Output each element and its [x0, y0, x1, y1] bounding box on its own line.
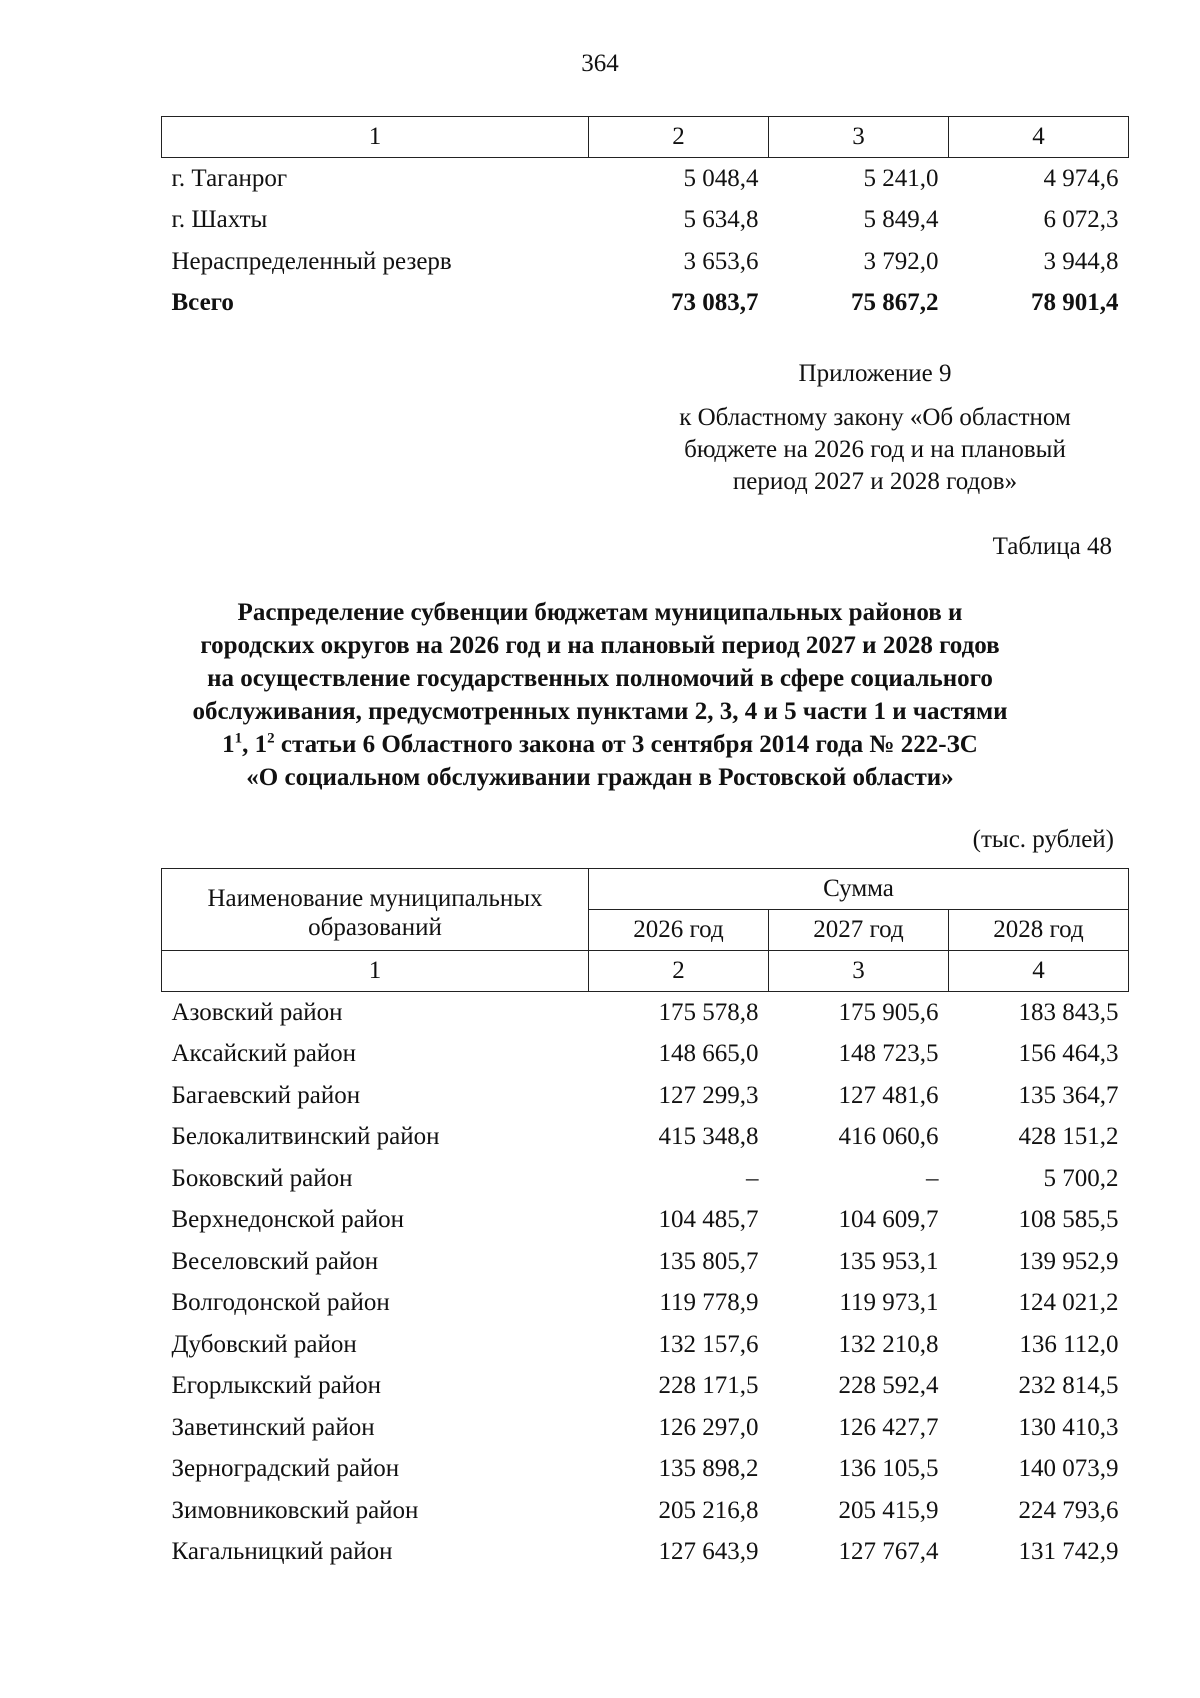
row-value-2027: 228 592,4	[838, 1372, 939, 1400]
table-row	[162, 1532, 1129, 1574]
column-number-cell: 2	[589, 117, 769, 158]
title-line	[140, 728, 1060, 761]
row-value-2027: –	[926, 1164, 939, 1192]
header-year-cell: 2028 год	[949, 910, 1129, 951]
row-value-2028: 156 464,3	[1018, 1040, 1119, 1068]
appendix-line: бюджете на 2026 год и на плановый	[684, 436, 1066, 463]
top-table	[161, 116, 1129, 324]
total-row	[162, 283, 1129, 325]
row-value-2028: 232 814,5	[1018, 1372, 1119, 1400]
table-row	[162, 1200, 1129, 1242]
title-line: Распределение субвенции бюджетам муниципальных районов и	[237, 599, 963, 626]
page-number: 364	[581, 50, 619, 77]
title-text: 1	[222, 731, 235, 758]
table-row	[162, 1241, 1129, 1283]
row-value-2027: 5 241,0	[863, 164, 939, 192]
row-value-2026: 415 348,8	[658, 1123, 759, 1151]
row-value-2026: 119 778,9	[659, 1289, 759, 1317]
row-value-2028: 131 742,9	[1018, 1538, 1119, 1566]
superscript: 2	[267, 730, 275, 747]
appendix-line: период 2027 и 2028 годов»	[732, 468, 1018, 495]
title-text: , 1	[242, 731, 268, 758]
row-value-2026: 126 297,0	[658, 1413, 759, 1441]
appendix-title: Приложение 9	[798, 360, 952, 387]
header-sum-cell: Сумма	[589, 869, 1129, 910]
row-name-cell: Багаевский район	[171, 1081, 361, 1109]
row-value-2026: 127 643,9	[658, 1538, 759, 1566]
row-value-2026: 5 634,8	[683, 206, 759, 234]
table-row	[162, 1283, 1129, 1325]
row-value-2027: 136 105,5	[838, 1455, 939, 1483]
row-value-2027: 119 973,1	[839, 1289, 939, 1317]
document-title	[140, 596, 1060, 794]
table-row	[162, 1075, 1129, 1117]
table-row	[162, 1490, 1129, 1532]
total-2026: 73 083,7	[671, 289, 759, 317]
table-number: Таблица 48	[992, 533, 1112, 560]
row-value-2027: 205 415,9	[838, 1496, 939, 1524]
row-value-2026: 135 898,2	[658, 1455, 759, 1483]
row-value-2028: 139 952,9	[1018, 1247, 1119, 1275]
total-2027: 75 867,2	[851, 289, 939, 317]
column-number-cell: 1	[162, 951, 589, 992]
column-number-cell: 3	[769, 117, 949, 158]
table-row	[162, 241, 1129, 283]
row-value-2026: 132 157,6	[658, 1330, 759, 1358]
title-line: на осуществление государственных полномочий в сфере социального	[207, 665, 993, 692]
total-label: Всего	[171, 289, 234, 317]
table-row	[162, 1117, 1129, 1159]
row-value-2026: 127 299,3	[658, 1081, 759, 1109]
column-number-cell: 3	[769, 951, 949, 992]
main-table-colnum-row	[162, 951, 1129, 992]
row-value-2028: 124 021,2	[1018, 1289, 1119, 1317]
superscript: 1	[234, 730, 243, 747]
row-value-2026: 175 578,8	[658, 998, 759, 1026]
row-value-2027: 3 792,0	[863, 247, 939, 275]
header-year-cell: 2027 год	[769, 910, 949, 951]
row-value-2028: 6 072,3	[1043, 206, 1119, 234]
row-name-cell: Аксайский район	[171, 1040, 357, 1068]
row-name-cell: Кагальницкий район	[171, 1538, 393, 1566]
row-value-2026: 205 216,8	[658, 1496, 759, 1524]
table-row	[162, 992, 1129, 1034]
row-value-2027: 135 953,1	[838, 1247, 939, 1275]
row-value-2028: 140 073,9	[1018, 1455, 1119, 1483]
row-value-2026: 5 048,4	[683, 164, 759, 192]
title-text: статьи 6 Областного закона от 3 сентября 2014 года № 222-ЗС	[274, 731, 978, 758]
top-table-body	[162, 158, 1129, 283]
row-value-2028: 224 793,6	[1018, 1496, 1119, 1524]
row-name-cell: Азовский район	[171, 998, 343, 1026]
row-value-2026: 228 171,5	[658, 1372, 759, 1400]
row-name-cell: Белокалитвинский район	[171, 1123, 440, 1151]
total-2028: 78 901,4	[1031, 289, 1119, 317]
row-value-2027: 127 767,4	[838, 1538, 939, 1566]
table-row	[162, 158, 1129, 200]
table-row	[162, 1407, 1129, 1449]
row-name-cell: Нераспределенный резерв	[171, 247, 452, 275]
table-row	[162, 1449, 1129, 1491]
header-name-line: образований	[308, 914, 442, 941]
row-value-2027: 104 609,7	[838, 1206, 939, 1234]
row-value-2027: 175 905,6	[838, 998, 939, 1026]
row-name-cell: Верхнедонской район	[171, 1206, 404, 1234]
main-table-header-row	[162, 869, 1129, 910]
column-number-cell: 4	[949, 117, 1129, 158]
column-number-cell: 4	[949, 951, 1129, 992]
row-value-2028: 5 700,2	[1043, 1164, 1119, 1192]
table-row	[162, 1158, 1129, 1200]
row-value-2028: 135 364,7	[1018, 1081, 1119, 1109]
row-value-2026: 104 485,7	[658, 1206, 759, 1234]
row-name-cell: г. Таганрог	[171, 164, 288, 192]
top-table-header-row	[162, 117, 1129, 158]
row-name-cell: Волгодонской район	[171, 1289, 390, 1317]
row-value-2027: 132 210,8	[838, 1330, 939, 1358]
units-label: (тыс. рублей)	[972, 826, 1114, 853]
row-name-cell: Боковский район	[171, 1164, 353, 1192]
row-value-2026: –	[746, 1164, 759, 1192]
row-value-2027: 5 849,4	[863, 206, 939, 234]
row-name-cell: Зимовниковский район	[171, 1496, 419, 1524]
row-value-2026: 135 805,7	[658, 1247, 759, 1275]
column-number-cell: 1	[162, 117, 589, 158]
row-value-2027: 148 723,5	[838, 1040, 939, 1068]
column-number-cell: 2	[589, 951, 769, 992]
row-value-2028: 3 944,8	[1043, 247, 1119, 275]
row-value-2028: 130 410,3	[1018, 1413, 1119, 1441]
main-table-body	[162, 992, 1129, 1574]
row-value-2027: 416 060,6	[838, 1123, 939, 1151]
title-line: городских округов на 2026 год и на плановый период 2027 и 2028 годов	[200, 632, 1000, 659]
table-row	[162, 1034, 1129, 1076]
main-table	[161, 868, 1129, 1573]
appendix-line: к Областному закону «Об областном	[679, 404, 1071, 431]
row-value-2026: 3 653,6	[683, 247, 759, 275]
row-value-2027: 127 481,6	[838, 1081, 939, 1109]
row-value-2028: 428 151,2	[1018, 1123, 1119, 1151]
table-row	[162, 200, 1129, 242]
table-row	[162, 1366, 1129, 1408]
row-value-2026: 148 665,0	[658, 1040, 759, 1068]
row-name-cell: Веселовский район	[171, 1247, 379, 1275]
table-row	[162, 1324, 1129, 1366]
title-line: обслуживания, предусмотренных пунктами 2, 3, 4 и 5 части 1 и частями	[192, 698, 1008, 725]
title-line: «О социальном обслуживании граждан в Ростовской области»	[246, 764, 954, 791]
header-name-cell	[162, 869, 589, 951]
row-value-2028: 108 585,5	[1018, 1206, 1119, 1234]
row-value-2028: 4 974,6	[1043, 164, 1119, 192]
row-name-cell: Егорлыкский район	[171, 1372, 381, 1400]
row-name-cell: Дубовский район	[171, 1330, 357, 1358]
header-year-cell: 2026 год	[589, 910, 769, 951]
row-name-cell: Заветинский район	[171, 1413, 375, 1441]
row-value-2028: 136 112,0	[1019, 1330, 1119, 1358]
row-name-cell: г. Шахты	[171, 206, 268, 234]
row-value-2027: 126 427,7	[838, 1413, 939, 1441]
row-value-2028: 183 843,5	[1018, 998, 1119, 1026]
header-name-line: Наименование муниципальных	[207, 885, 543, 912]
appendix-text	[640, 402, 1110, 498]
row-name-cell: Зерноградский район	[171, 1455, 400, 1483]
